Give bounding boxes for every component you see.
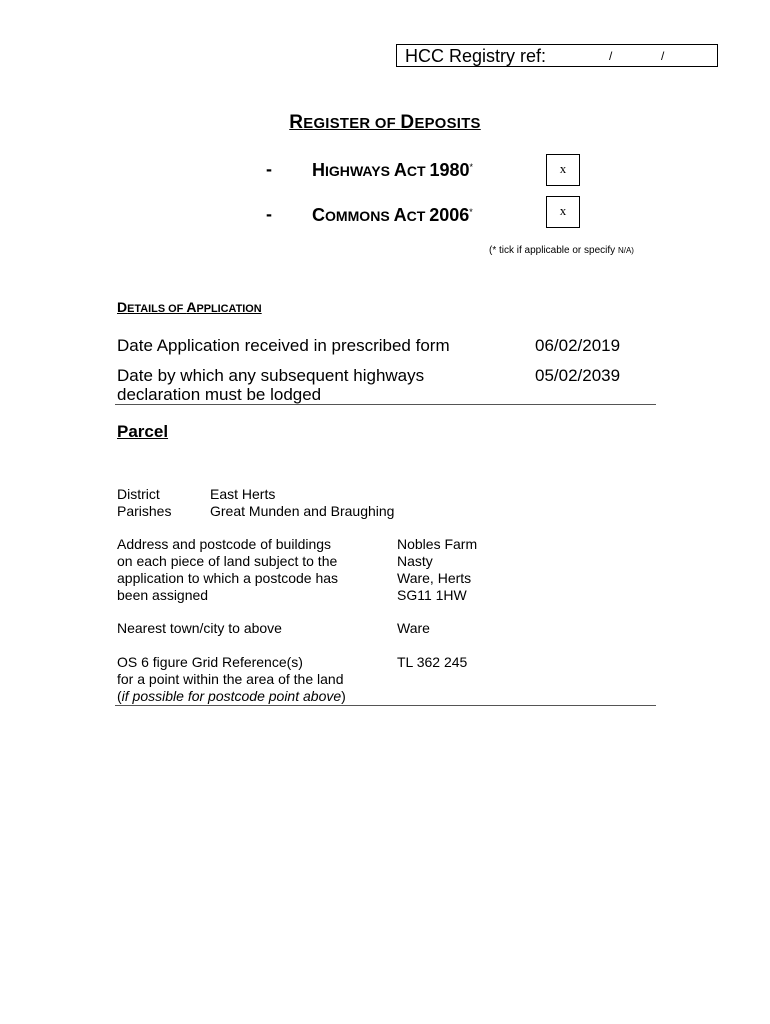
highways-act-dash: - [266, 159, 272, 179]
address-label-line: application to which a postcode has [117, 570, 339, 586]
registry-ref-label: HCC Registry ref: [405, 46, 547, 66]
grid-ref-label-line-1: OS 6 figure Grid Reference(s) [117, 654, 303, 670]
tick-note-na: N/A) [617, 246, 634, 255]
parcel-heading: Parcel [117, 422, 169, 441]
commons-act-label: COMMONS ACT 2006* [312, 205, 473, 225]
registry-ref-slash-1: / [609, 49, 613, 63]
received-label: Date Application received in prescribed form [117, 336, 450, 355]
page-title [0, 112, 770, 134]
district-value: East Herts [210, 486, 276, 502]
grid-ref-value: TL 362 245 [397, 654, 468, 670]
declaration-label-line-2: declaration must be lodged [117, 385, 322, 404]
parishes-value: Great Munden and Braughing [210, 503, 395, 519]
commons-act-tickbox[interactable]: x [546, 196, 580, 228]
address-label-line: Address and postcode of buildings [117, 536, 332, 552]
commons-act-dash: - [266, 204, 272, 224]
tick-note [489, 245, 634, 256]
tick-note-main: (* tick if applicable or specify [489, 245, 618, 256]
declaration-value: 05/02/2039 [535, 366, 621, 385]
registry-ref-box [396, 44, 718, 67]
address-label-line: been assigned [117, 587, 209, 603]
title-rest-2: EPOSITS [414, 116, 481, 132]
grid-ref-label-line-3: (if possible for postcode point above) [117, 688, 346, 704]
title-rest-1: EGISTER OF [303, 116, 401, 132]
parishes-label: Parishes [117, 503, 172, 519]
address-value [397, 536, 477, 604]
details-divider [115, 404, 656, 405]
highways-act-label: HIGHWAYS ACT 1980* [312, 160, 474, 180]
parcel-divider [115, 705, 656, 706]
highways-act-tickbox[interactable]: x [546, 154, 580, 186]
grid-ref-label [117, 654, 346, 705]
title-cap-d: D [400, 112, 415, 133]
details-heading: DETAILS OF APPLICATION [117, 299, 262, 315]
grid-ref-label-line-2: for a point within the area of the land [117, 671, 344, 687]
address-label-line: on each piece of land subject to the [117, 553, 338, 569]
town-value: Ware [397, 620, 430, 636]
town-label: Nearest town/city to above [117, 620, 282, 636]
registry-ref-slash-2: / [661, 49, 665, 63]
address-label [117, 536, 338, 604]
declaration-label-line-1: Date by which any subsequent highways [117, 366, 425, 385]
address-value-line: Nobles Farm [397, 536, 478, 552]
district-label: District [117, 486, 160, 502]
address-value-line: Ware, Herts [397, 570, 472, 586]
address-value-line: Nasty [397, 553, 433, 569]
title-cap-r: R [289, 112, 304, 133]
address-value-line: SG11 1HW [397, 587, 467, 603]
received-value: 06/02/2019 [535, 336, 621, 355]
